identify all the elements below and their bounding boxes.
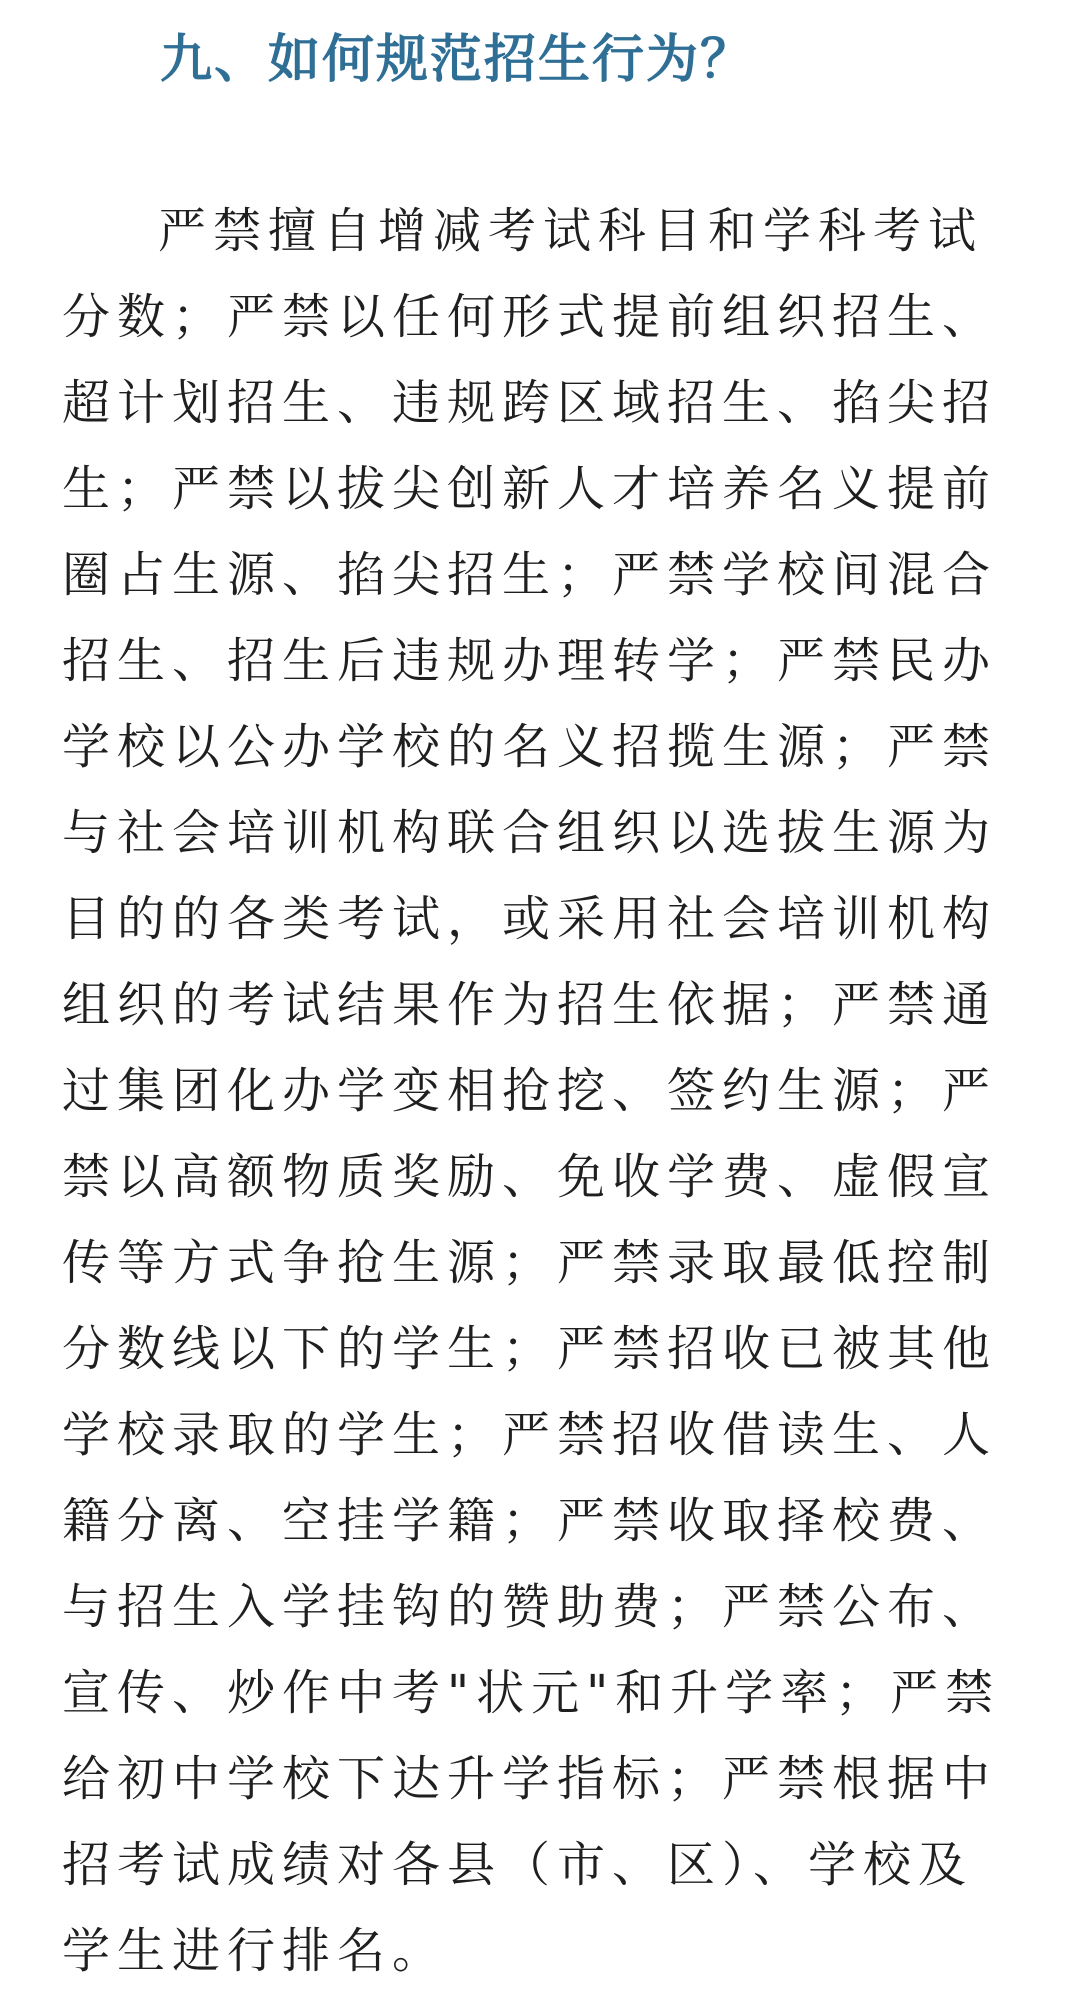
paragraph-line: 学校以公办学校的名义招揽生源；严禁 (62, 719, 998, 775)
paragraph-line: 分数；严禁以任何形式提前组织招生、 (62, 289, 998, 345)
paragraph-line: 分数线以下的学生；严禁招收已被其他 (62, 1321, 998, 1377)
paragraph-line: 超计划招生、违规跨区域招生、掐尖招 (62, 375, 998, 431)
paragraph-line: 学生进行排名。 (62, 1923, 448, 1979)
paragraph-line: 招生、招生后违规办理转学；严禁民办 (62, 633, 998, 689)
paragraph-line: 生；严禁以拔尖创新人才培养名义提前 (62, 461, 998, 517)
paragraph-line: 圈占生源、掐尖招生；严禁学校间混合 (62, 547, 998, 603)
article-body (62, 188, 1022, 1994)
paragraph-line: 籍分离、空挂学籍；严禁收取择校费、 (62, 1493, 998, 1549)
paragraph-line: 招考试成绩对各县（市、区）、学校及 (62, 1837, 974, 1893)
paragraph-line: 禁以高额物质奖励、免收学费、虚假宣 (62, 1149, 998, 1205)
section-title: 九、如何规范招生行为？ (160, 30, 755, 90)
paragraph-line: 给初中学校下达升学指标；严禁根据中 (62, 1751, 998, 1807)
paragraph-line: 目的的各类考试，或采用社会培训机构 (62, 891, 998, 947)
paragraph-line: 学校录取的学生；严禁招收借读生、人 (62, 1407, 998, 1463)
paragraph-line: 与社会培训机构联合组织以选拔生源为 (62, 805, 998, 861)
paragraph-line: 严禁擅自增减考试科目和学科考试 (158, 203, 984, 259)
paragraph-line: 传等方式争抢生源；严禁录取最低控制 (62, 1235, 998, 1291)
paragraph-line: 宣传、炒作中考"状元"和升学率；严禁 (62, 1665, 1001, 1721)
paragraph-line: 与招生入学挂钩的赞助费；严禁公布、 (62, 1579, 998, 1635)
paragraph-line: 过集团化办学变相抢挖、签约生源；严 (62, 1063, 998, 1119)
paragraph-line: 组织的考试结果作为招生依据；严禁通 (62, 977, 998, 1033)
